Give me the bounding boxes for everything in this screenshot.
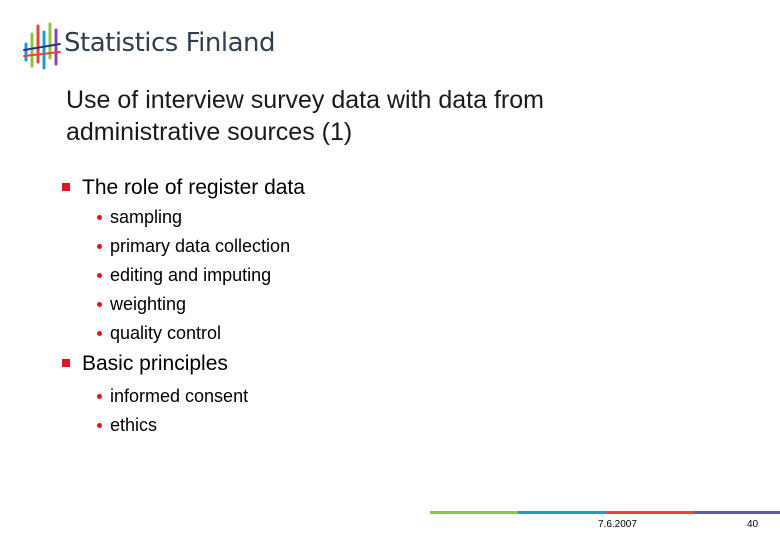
- list-item: [97, 322, 221, 344]
- round-bullet-icon: [97, 302, 102, 307]
- footer-divider-segment: [518, 511, 606, 514]
- list-item-text: primary data collection: [110, 236, 291, 256]
- list-item: [97, 235, 290, 257]
- list-item-text: informed consent: [110, 386, 249, 406]
- footer-divider-segment: [694, 511, 780, 514]
- round-bullet-icon: [97, 331, 102, 336]
- list-item-text: sampling: [110, 207, 183, 227]
- section-heading: [62, 176, 305, 200]
- list-item-text: ethics: [110, 415, 158, 435]
- slide-title: [66, 84, 706, 148]
- section-heading-text: The role of register data: [82, 176, 305, 199]
- round-bullet-icon: [97, 215, 102, 220]
- section-heading: [62, 352, 228, 376]
- footer-date: 7.6.2007: [598, 519, 637, 530]
- list-item: [97, 293, 186, 315]
- square-bullet-icon: [62, 359, 70, 367]
- list-item-text: weighting: [110, 294, 187, 314]
- section-heading-text: Basic principles: [82, 352, 228, 375]
- list-item: [97, 385, 248, 407]
- round-bullet-icon: [97, 394, 102, 399]
- footer-divider-segment: [606, 511, 694, 514]
- round-bullet-icon: [97, 423, 102, 428]
- list-item-text: quality control: [110, 323, 222, 343]
- list-item: [97, 414, 157, 436]
- brand-name: Statistics Finland: [64, 28, 276, 58]
- page-number: 40: [747, 519, 759, 530]
- footer-divider-segment: [430, 511, 518, 514]
- slide-title-line-1: Use of interview survey data with data from: [66, 86, 544, 114]
- round-bullet-icon: [97, 273, 102, 278]
- round-bullet-icon: [97, 244, 102, 249]
- slide-title-line-2: administrative sources (1): [66, 118, 353, 146]
- list-item: [97, 206, 182, 228]
- footer-divider: [430, 511, 780, 514]
- list-item-text: editing and imputing: [110, 265, 272, 285]
- list-item: [97, 264, 271, 286]
- square-bullet-icon: [62, 183, 70, 191]
